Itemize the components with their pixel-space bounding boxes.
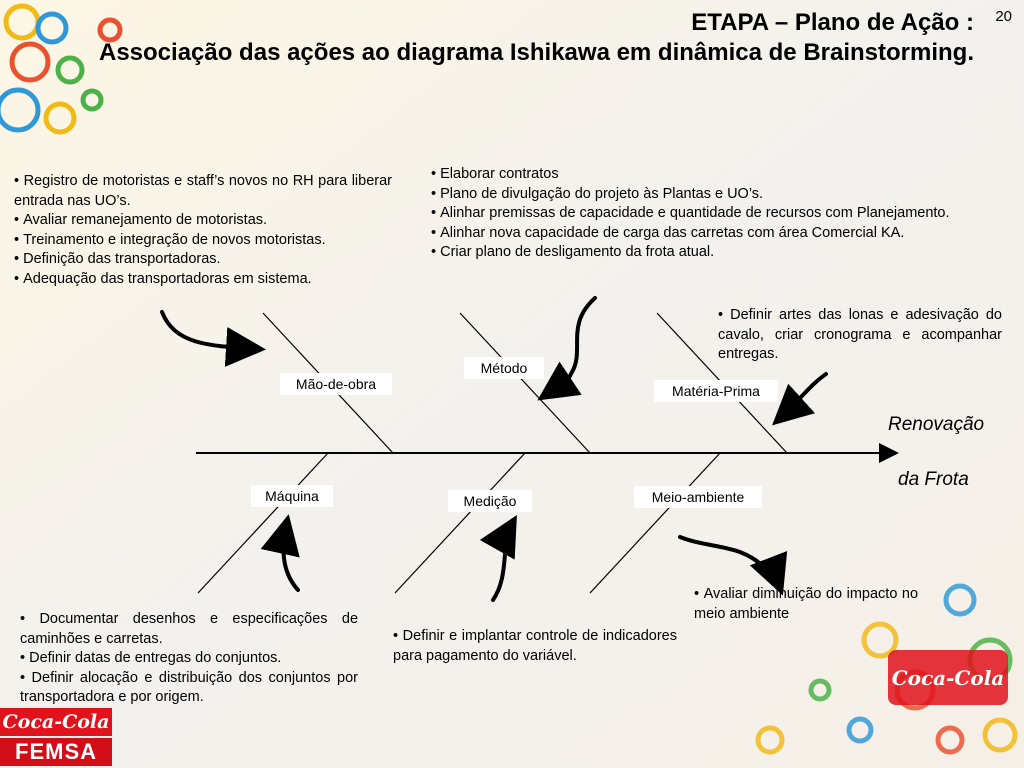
bone-metodo [460, 313, 590, 453]
actions-metodo [431, 165, 991, 263]
pointer-arrow-medicao [493, 522, 513, 600]
action-item: • Elaborar contratos [431, 165, 991, 185]
action-item: • Definição das transportadoras. [14, 250, 392, 270]
effect-label-line1: Renovação [888, 414, 985, 435]
page-number: 20 [995, 8, 1012, 25]
actions-maquina [20, 610, 358, 708]
bone-medicao [395, 453, 525, 593]
slide-title-line2: Associação das ações ao diagrama Ishikawa em dinâmica de Brainstorming. [98, 39, 974, 66]
actions-meio-ambiente [694, 585, 918, 624]
category-label-metodo: Método [464, 357, 544, 379]
action-item: • Definir e implantar controle de indicadores para pagamento do variável. [393, 627, 677, 666]
slide-title-line1: ETAPA – Plano de Ação : [691, 9, 974, 36]
action-item: • Definir artes das lonas e adesivação do cavalo, criar cronograma e acompanhar entregas. [718, 306, 1002, 365]
actions-medicao [393, 627, 677, 666]
action-item: • Criar plano de desligamento da frota atual. [431, 243, 991, 263]
action-item: • Documentar desenhos e especificações de caminhões e carretas. [20, 610, 358, 649]
category-label-mao-de-obra: Mão-de-obra [280, 373, 392, 395]
actions-materia-prima [718, 306, 1002, 365]
action-item: • Registro de motoristas e staff’s novos no RH para liberar entrada nas UO’s. [14, 172, 392, 211]
pointer-arrow-maquina [284, 522, 298, 590]
coca-cola-logo: Coca-Cola [0, 708, 112, 736]
action-item: • Adequação das transportadoras em sistema. [14, 270, 392, 290]
category-label-maquina: Máquina [251, 485, 333, 507]
action-item: • Avaliar diminuição do impacto no meio ambiente [694, 585, 918, 624]
actions-mao-de-obra [14, 172, 392, 289]
corner-coca-cola-emblem: Coca-Cola [891, 666, 1005, 690]
pointer-arrow-mao-de-obra [162, 312, 258, 349]
category-label-medicao: Medição [448, 490, 532, 512]
action-item: • Alinhar nova capacidade de carga das carretas com área Comercial KA. [431, 224, 991, 244]
action-item: • Definir alocação e distribuição dos conjuntos por transportadora e por origem. [20, 669, 358, 708]
bone-meio-ambiente [590, 453, 720, 593]
category-label-meio-ambiente: Meio-ambiente [634, 486, 762, 508]
action-item: • Avaliar remanejamento de motoristas. [14, 211, 392, 231]
pointer-arrow-metodo [544, 298, 595, 396]
action-item: • Definir datas de entregas do conjuntos. [20, 649, 358, 669]
effect-label-line2: da Frota [898, 469, 969, 490]
category-label-materia-prima: Matéria-Prima [654, 380, 778, 402]
slide-title [94, 8, 974, 68]
action-item: • Plano de divulgação do projeto às Plantas e UO’s. [431, 185, 991, 205]
pointer-arrow-meio-ambiente [680, 537, 780, 588]
action-item: • Alinhar premissas de capacidade e quantidade de recursos com Planejamento. [431, 204, 991, 224]
action-item: • Treinamento e integração de novos motoristas. [14, 231, 392, 251]
femsa-logo: FEMSA [0, 738, 112, 766]
pointer-arrow-materia-prima [778, 374, 826, 420]
bone-maquina [198, 453, 328, 593]
